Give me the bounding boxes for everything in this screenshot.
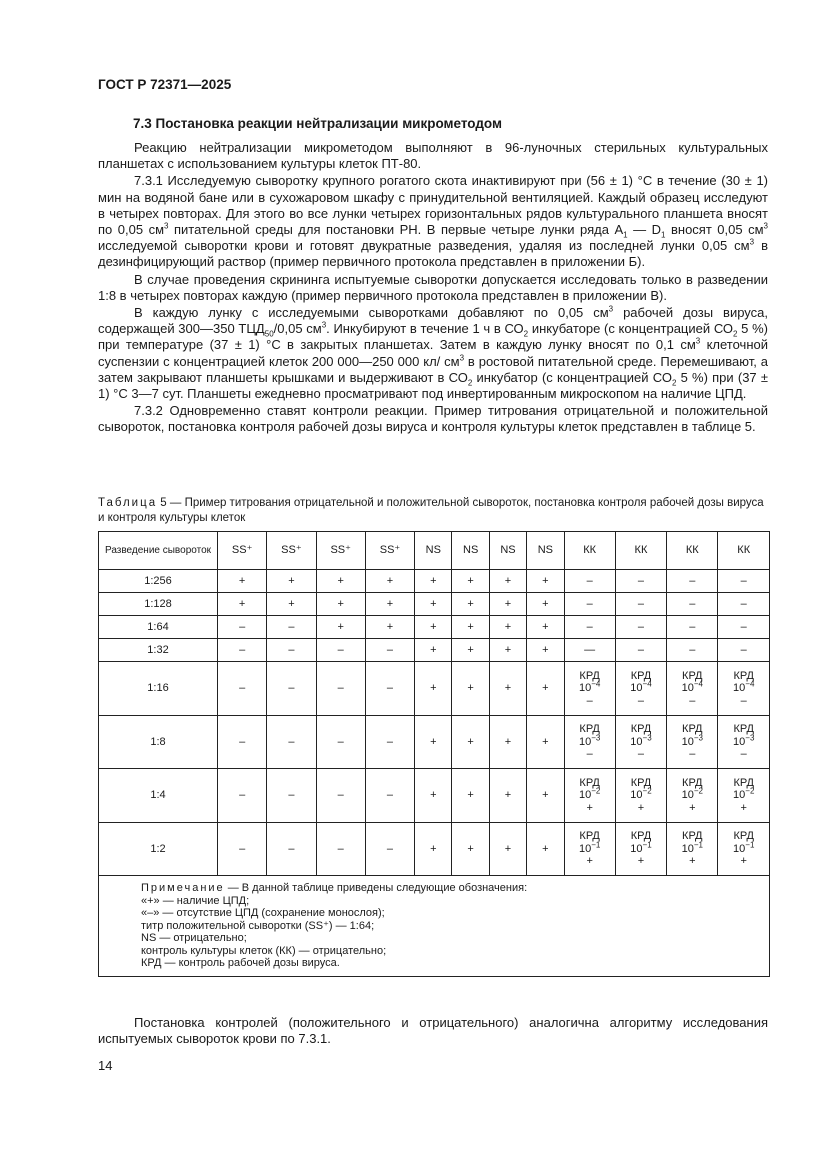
closing-paragraph: Постановка контролей (положительного и отрицательного) аналогична алгоритму исследования испытуемых сывороток крови по 7.3.1. bbox=[98, 1015, 768, 1047]
krd-result: + bbox=[740, 801, 747, 814]
result-cell: – bbox=[615, 616, 666, 639]
column-header: NS bbox=[489, 532, 526, 570]
krd-result: + bbox=[586, 855, 593, 867]
result-cell: + bbox=[527, 616, 564, 639]
result-cell: + bbox=[527, 715, 564, 769]
krd-label: КРД bbox=[733, 723, 754, 735]
column-header: SS⁺ bbox=[365, 532, 414, 570]
krd-dose: $10^{-3}$ bbox=[733, 732, 755, 748]
krd-control-cell bbox=[718, 715, 770, 769]
dilution-cell: 1:16 bbox=[99, 662, 218, 716]
result-cell: + bbox=[452, 662, 489, 716]
row-header-cell: Разведение сывороток bbox=[99, 532, 218, 570]
dilution-cell: 1:128 bbox=[99, 593, 218, 616]
column-header: SS⁺ bbox=[316, 532, 365, 570]
column-header: КК bbox=[718, 532, 770, 570]
section-title: 7.3 Постановка реакции нейтрализации микрометодом bbox=[133, 116, 502, 131]
dilution-cell: 1:4 bbox=[99, 769, 218, 823]
krd-label: КРД bbox=[682, 830, 703, 842]
krd-dose: $10^{-2}$ bbox=[733, 786, 755, 801]
note-line: контроль культуры клеток (КК) — отрицательно; bbox=[141, 944, 387, 957]
result-cell: – bbox=[564, 593, 615, 616]
table-row bbox=[99, 769, 770, 823]
krd-dose: $10^{-2}$ bbox=[578, 786, 601, 801]
krd-dose: $10^{-3}$ bbox=[681, 732, 703, 748]
table-caption: Таблица 5 — Пример титрования отрицательной и положительной сывороток, постановка контроля рабочей дозы вируса и контроля культуры клеток bbox=[98, 497, 764, 524]
krd-label: КРД bbox=[579, 723, 600, 735]
column-header: SS⁺ bbox=[267, 532, 316, 570]
result-cell: – bbox=[667, 593, 718, 616]
result-cell: – bbox=[316, 715, 365, 769]
table-note bbox=[99, 876, 770, 977]
krd-label: КРД bbox=[682, 776, 703, 789]
result-cell: + bbox=[415, 639, 452, 662]
column-header: NS bbox=[452, 532, 489, 570]
krd-dose: $10^{-3}$ bbox=[578, 732, 601, 748]
krd-dose: $10^{-4}$ bbox=[733, 679, 755, 694]
krd-control-cell bbox=[718, 769, 770, 823]
krd-control-cell bbox=[667, 715, 718, 769]
result-cell: + bbox=[489, 616, 526, 639]
krd-result: – bbox=[586, 748, 593, 760]
krd-label: КРД bbox=[733, 830, 754, 842]
result-cell: – bbox=[365, 639, 414, 662]
result-cell: + bbox=[365, 593, 414, 616]
result-cell: + bbox=[527, 639, 564, 662]
result-cell: + bbox=[452, 715, 489, 769]
result-cell: + bbox=[452, 570, 489, 593]
result-cell: – bbox=[316, 639, 365, 662]
dilution-cell: 1:8 bbox=[99, 715, 218, 769]
result-cell: + bbox=[527, 593, 564, 616]
krd-label: КРД bbox=[630, 723, 652, 735]
result-cell: + bbox=[489, 662, 526, 716]
result-cell: + bbox=[218, 570, 267, 593]
result-cell: – bbox=[718, 570, 770, 593]
result-cell: – bbox=[667, 616, 718, 639]
dilution-cell: 1:256 bbox=[99, 570, 218, 593]
result-cell: + bbox=[365, 616, 414, 639]
krd-label: КРД bbox=[579, 669, 600, 682]
column-header: SS⁺ bbox=[218, 532, 267, 570]
result-cell: + bbox=[489, 570, 526, 593]
paragraph-7-3-2: 7.3.2 Одновременно ставят контроли реакции. Пример титрования отрицательной и положительной сывороток, постановка контроля рабочей дозы вируса и контроля культуры клеток представлен в таблице 5. bbox=[98, 403, 768, 435]
note-line: «–» — отсутствие ЦПД (сохранение монослоя); bbox=[141, 907, 385, 919]
result-cell: – bbox=[316, 662, 365, 716]
result-cell: + bbox=[452, 769, 489, 823]
krd-dose: $10^{-1}$ bbox=[578, 839, 601, 855]
krd-control-cell bbox=[564, 662, 615, 716]
krd-result: – bbox=[740, 748, 747, 760]
krd-dose: $10^{-1}$ bbox=[630, 839, 652, 855]
result-cell: – bbox=[365, 822, 414, 876]
krd-control-cell bbox=[564, 822, 615, 876]
result-cell: + bbox=[415, 616, 452, 639]
krd-dose: $10^{-2}$ bbox=[681, 786, 703, 801]
krd-label: КРД bbox=[630, 830, 652, 842]
column-header: NS bbox=[527, 532, 564, 570]
krd-result: + bbox=[740, 855, 747, 867]
result-cell: – bbox=[615, 639, 666, 662]
result-cell: – bbox=[365, 769, 414, 823]
table-row bbox=[99, 570, 770, 593]
result-cell: – bbox=[218, 715, 267, 769]
result-cell: – bbox=[718, 616, 770, 639]
note-line: КРД — контроль рабочей дозы вируса. bbox=[141, 957, 340, 969]
result-cell: + bbox=[489, 639, 526, 662]
paragraph-intro: Реакцию нейтрализации микрометодом выполняют в 96-луночных стерильных культуральных планшетах с использованием культуры клеток ПТ-80. bbox=[98, 140, 768, 172]
krd-result: – bbox=[586, 694, 593, 707]
krd-result: – bbox=[740, 694, 747, 707]
krd-result: + bbox=[586, 801, 593, 814]
titration-table bbox=[98, 531, 770, 977]
result-cell: – bbox=[615, 593, 666, 616]
krd-result: + bbox=[637, 801, 645, 814]
result-cell: – bbox=[316, 769, 365, 823]
dilution-cell: 1:64 bbox=[99, 616, 218, 639]
result-cell: + bbox=[218, 593, 267, 616]
result-cell: – bbox=[267, 662, 316, 716]
krd-label: КРД bbox=[579, 830, 600, 842]
table-header-row bbox=[99, 532, 770, 570]
paragraph-screening: В случае проведения скрининга испытуемые сыворотки допускается исследовать только в разведении 1:8 в четырех повторах каждую (пример первичного протокола представлен в приложении В). bbox=[98, 271, 768, 303]
krd-label: КРД bbox=[630, 669, 652, 682]
dilution-cell: 1:32 bbox=[99, 639, 218, 662]
krd-label: КРД bbox=[630, 776, 652, 789]
krd-control-cell bbox=[718, 662, 770, 716]
result-cell: – bbox=[267, 822, 316, 876]
krd-result: – bbox=[637, 748, 645, 760]
krd-label: КРД bbox=[579, 776, 600, 789]
note-line: NS — отрицательно; bbox=[141, 932, 247, 944]
column-header: КК bbox=[667, 532, 718, 570]
result-cell: – bbox=[718, 639, 770, 662]
krd-control-cell bbox=[667, 769, 718, 823]
note-line: титр положительной сыворотки (SS⁺) — 1:64; bbox=[141, 919, 375, 932]
result-cell: – bbox=[267, 715, 316, 769]
result-cell: + bbox=[415, 822, 452, 876]
result-cell: – bbox=[218, 639, 267, 662]
result-cell: + bbox=[527, 662, 564, 716]
document-code: ГОСТ Р 72371—2025 bbox=[98, 77, 232, 92]
result-cell: + bbox=[489, 822, 526, 876]
column-header: КК bbox=[615, 532, 666, 570]
paragraph-7-3-1: 7.3.1 Исследуемую сыворотку крупного рогатого скота инактивируют при (56 ± 1) °С в течение (30 ± 1) мин на водяной бане или в сухожаровом шкафу с принудительной вентиляцией. Каждый образец исследуют в четырех повторах. Для этого во все лунки четырех горизонтальных рядов культурального планшета вносят по 0,05 $см^3$ питательной среды для постановки РН. В первые четыре лунки ряда $А_1$ — $D_1$ вносят 0,05 $см^3$ исследуемой сыворотки крови и готовят двукратные разведения, удаляя из последней лунки 0,05 $см^3$ в дезинфицирующий раствор (пример первичного протокола представлен в приложении Б). bbox=[98, 173, 768, 270]
result-cell: — bbox=[564, 639, 615, 662]
table-row bbox=[99, 662, 770, 716]
table-note-row bbox=[99, 876, 770, 977]
result-cell: + bbox=[415, 593, 452, 616]
result-cell: + bbox=[316, 570, 365, 593]
page-number: 14 bbox=[98, 1058, 113, 1073]
result-cell: + bbox=[452, 822, 489, 876]
result-cell: – bbox=[667, 639, 718, 662]
table-row bbox=[99, 616, 770, 639]
table-row bbox=[99, 639, 770, 662]
result-cell: – bbox=[267, 616, 316, 639]
krd-result: – bbox=[689, 694, 696, 707]
result-cell: + bbox=[267, 570, 316, 593]
result-cell: + bbox=[527, 822, 564, 876]
result-cell: – bbox=[267, 769, 316, 823]
result-cell: + bbox=[316, 616, 365, 639]
krd-result: + bbox=[637, 855, 645, 867]
result-cell: + bbox=[267, 593, 316, 616]
body-text bbox=[98, 140, 768, 436]
table-row bbox=[99, 593, 770, 616]
result-cell: – bbox=[365, 662, 414, 716]
column-header: КК bbox=[564, 532, 615, 570]
result-cell: + bbox=[527, 769, 564, 823]
table-row bbox=[99, 715, 770, 769]
krd-result: + bbox=[689, 801, 696, 814]
krd-control-cell bbox=[564, 715, 615, 769]
krd-result: – bbox=[637, 694, 645, 707]
result-cell: + bbox=[415, 769, 452, 823]
krd-result: – bbox=[689, 748, 696, 760]
krd-label: КРД bbox=[733, 776, 754, 789]
krd-dose: $10^{-4}$ bbox=[681, 679, 703, 694]
krd-result: + bbox=[689, 855, 696, 867]
krd-control-cell bbox=[718, 822, 770, 876]
result-cell: – bbox=[267, 639, 316, 662]
result-cell: – bbox=[564, 570, 615, 593]
result-cell: – bbox=[718, 593, 770, 616]
note-title: Примечание — В данной таблице приведены следующие обозначения: bbox=[141, 882, 528, 894]
result-cell: – bbox=[218, 769, 267, 823]
result-cell: + bbox=[452, 593, 489, 616]
result-cell: + bbox=[489, 769, 526, 823]
krd-control-cell bbox=[615, 822, 666, 876]
note-line: «+» — наличие ЦПД; bbox=[141, 894, 250, 907]
result-cell: + bbox=[415, 662, 452, 716]
krd-label: КРД bbox=[682, 669, 703, 682]
column-header: NS bbox=[415, 532, 452, 570]
result-cell: – bbox=[615, 570, 666, 593]
table-row bbox=[99, 822, 770, 876]
krd-control-cell bbox=[667, 662, 718, 716]
result-cell: – bbox=[667, 570, 718, 593]
krd-label: КРД bbox=[682, 723, 703, 735]
result-cell: + bbox=[316, 593, 365, 616]
result-cell: + bbox=[415, 715, 452, 769]
krd-dose: $10^{-4}$ bbox=[630, 679, 652, 694]
result-cell: + bbox=[415, 570, 452, 593]
krd-dose: $10^{-1}$ bbox=[681, 839, 703, 855]
result-cell: + bbox=[527, 570, 564, 593]
result-cell: + bbox=[489, 593, 526, 616]
result-cell: – bbox=[218, 822, 267, 876]
result-cell: – bbox=[218, 616, 267, 639]
krd-label: КРД bbox=[733, 669, 754, 682]
result-cell: + bbox=[452, 639, 489, 662]
result-cell: – bbox=[365, 715, 414, 769]
result-cell: + bbox=[452, 616, 489, 639]
krd-dose: $10^{-3}$ bbox=[630, 732, 652, 748]
krd-control-cell bbox=[564, 769, 615, 823]
result-cell: + bbox=[365, 570, 414, 593]
krd-control-cell bbox=[667, 822, 718, 876]
dilution-cell: 1:2 bbox=[99, 822, 218, 876]
result-cell: – bbox=[564, 616, 615, 639]
result-cell: + bbox=[489, 715, 526, 769]
krd-dose: $10^{-4}$ bbox=[578, 679, 601, 694]
krd-dose: $10^{-2}$ bbox=[630, 786, 652, 801]
paragraph-incubation: В каждую лунку с исследуемыми сыворотками добавляют по 0,05 $см^3$ рабочей дозы вируса, содержащей 300—350 $ТЦД_{50}/0,05$ $см^3$. Инкубируют в течение 1 ч в $СО_2$ инкубаторе (с концентрацией $СО_2$ 5 %) при температуре (37 ± 1) °С в закрытых планшетах. Затем в каждую лунку вносят по 0,1 $см^3$ клеточной суспензии с концентрацией клеток 200 000—250 000 кл/ $см^3$ в ростовой питательной среде. Перемешивают, а затем закрывают планшеты крышками и выдерживают в $СО_2$ инкубатор (с концентрацией $СО_2$ 5 %) при (37 ± 1) °С 3—7 сут. Планшеты ежедневно просматривают под инвертированным микроскопом на наличие ЦПД. bbox=[98, 304, 769, 402]
krd-control-cell bbox=[615, 769, 666, 823]
krd-control-cell bbox=[615, 715, 666, 769]
krd-control-cell bbox=[615, 662, 666, 716]
result-cell: – bbox=[218, 662, 267, 716]
krd-dose: $10^{-1}$ bbox=[733, 839, 755, 855]
result-cell: – bbox=[316, 822, 365, 876]
